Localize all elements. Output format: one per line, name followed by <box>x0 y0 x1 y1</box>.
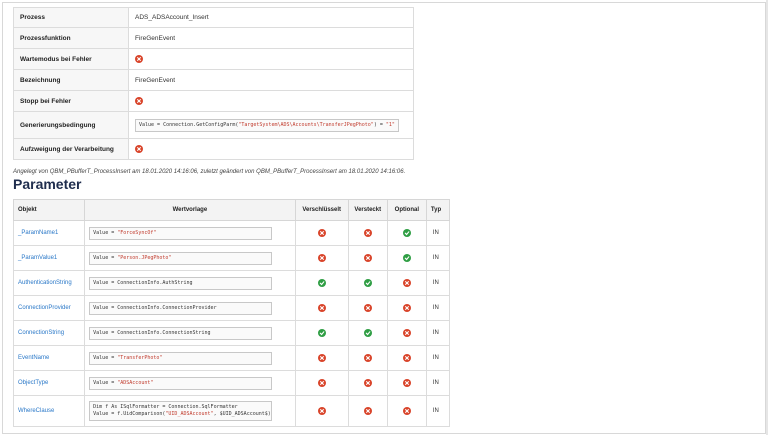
parameter-value-template <box>85 346 295 371</box>
hidden-flag <box>348 346 387 371</box>
parameter-row <box>14 246 450 271</box>
property-value: FireGenEvent <box>129 70 414 91</box>
section-title-parameter: Parameter <box>13 176 82 192</box>
value-code-box <box>89 327 272 340</box>
code-text: Value = <box>93 379 118 386</box>
optional-flag <box>387 296 426 321</box>
code-string-literal: "ForceSyncOf" <box>117 229 157 236</box>
parameter-value-template <box>85 246 295 271</box>
header-objekt: Objekt <box>14 200 85 221</box>
property-row <box>14 8 414 28</box>
encrypted-flag <box>295 271 348 296</box>
parameter-name-link[interactable]: _ParamName1 <box>14 221 85 246</box>
value-code-box <box>89 302 272 315</box>
code-string-literal: "Person.JPegPhoto" <box>117 254 172 261</box>
encrypted-flag <box>295 371 348 396</box>
property-value <box>129 112 414 139</box>
code-string-literal: "TransferPhoto" <box>117 354 163 361</box>
parameter-name-link[interactable]: ConnectionString <box>14 321 85 346</box>
parameter-table-header <box>14 200 450 221</box>
parameter-type: IN <box>426 246 449 271</box>
cross-circle-icon <box>364 354 372 362</box>
parameter-row <box>14 371 450 396</box>
encrypted-flag <box>295 246 348 271</box>
check-circle-icon <box>364 329 372 337</box>
parameter-value-template <box>85 221 295 246</box>
hidden-flag <box>348 271 387 296</box>
property-row <box>14 28 414 49</box>
check-circle-icon <box>364 279 372 287</box>
cross-circle-icon <box>403 329 411 337</box>
code-string-literal: "1" <box>385 121 395 128</box>
cross-circle-icon <box>318 354 326 362</box>
parameter-name-link[interactable]: ObjectType <box>14 371 85 396</box>
property-label: Bezeichnung <box>14 70 129 91</box>
optional-flag <box>387 246 426 271</box>
check-circle-icon <box>318 329 326 337</box>
code-string-literal: "UID_ADSAccount" <box>165 411 214 417</box>
property-row <box>14 112 414 139</box>
header-wertvorlage: Wertvorlage <box>85 200 295 221</box>
encrypted-flag <box>295 296 348 321</box>
code-text: Value = <box>93 254 118 261</box>
parameter-row <box>14 221 450 246</box>
cross-circle-icon <box>318 379 326 387</box>
parameter-name-link[interactable]: _ParamValue1 <box>14 246 85 271</box>
parameter-value-template <box>85 321 295 346</box>
cross-circle-icon <box>403 354 411 362</box>
parameter-value-template <box>85 296 295 321</box>
encrypted-flag <box>295 396 348 427</box>
parameter-type: IN <box>426 271 449 296</box>
header-verschluesselt: Verschlüsselt <box>295 200 348 221</box>
code-string-literal: "TargetSystem\ADS\Accounts\TransferJPegPhoto" <box>238 121 374 128</box>
cross-circle-icon <box>318 229 326 237</box>
code-text: Value = f.UidComparison( <box>93 411 166 417</box>
cross-circle-icon <box>364 379 372 387</box>
hidden-flag <box>348 246 387 271</box>
hidden-flag <box>348 371 387 396</box>
hidden-flag <box>348 221 387 246</box>
property-value <box>129 49 414 70</box>
code-text: Value = ConnectionInfo.ConnectionString <box>93 329 211 336</box>
property-label: Aufzweigung der Verarbeitung <box>14 139 129 160</box>
hidden-flag <box>348 321 387 346</box>
property-value <box>129 139 414 160</box>
encrypted-flag <box>295 321 348 346</box>
parameter-value-template <box>85 271 295 296</box>
cross-circle-icon <box>135 145 143 153</box>
created-modified-note: Angelegt von QBM_PBufferT_ProcessInsert am 18.01.2020 14:16:06, zuletzt geändert von QBM_PBufferT_ProcessInsert am 18.01.2020 14:16:06. <box>13 169 406 175</box>
code-text: Value = <box>93 354 118 361</box>
cross-circle-icon <box>364 254 372 262</box>
property-label: Prozess <box>14 8 129 28</box>
cross-circle-icon <box>135 97 143 105</box>
cross-circle-icon <box>403 279 411 287</box>
property-value: FireGenEvent <box>129 28 414 49</box>
value-code-box <box>89 252 272 265</box>
process-properties-table <box>13 7 414 160</box>
document-frame <box>2 2 766 434</box>
property-row <box>14 139 414 160</box>
header-versteckt: Versteckt <box>348 200 387 221</box>
parameter-row <box>14 296 450 321</box>
check-circle-icon <box>403 229 411 237</box>
optional-flag <box>387 346 426 371</box>
cross-circle-icon <box>403 407 411 415</box>
code-text: ) = <box>373 121 386 128</box>
parameter-name-link[interactable]: EventName <box>14 346 85 371</box>
cross-circle-icon <box>364 304 372 312</box>
parameter-type: IN <box>426 296 449 321</box>
parameter-row <box>14 396 450 427</box>
cross-circle-icon <box>318 407 326 415</box>
cross-circle-icon <box>403 379 411 387</box>
parameter-type: IN <box>426 371 449 396</box>
check-circle-icon <box>318 279 326 287</box>
property-label: Wartemodus bei Fehler <box>14 49 129 70</box>
cross-circle-icon <box>403 304 411 312</box>
code-text: Value = Connection.GetConfigParm( <box>139 121 239 128</box>
header-optional: Optional <box>387 200 426 221</box>
parameter-type: IN <box>426 396 449 427</box>
parameter-table <box>13 199 450 427</box>
code-string-literal: "ADSAccount" <box>117 379 154 386</box>
optional-flag <box>387 371 426 396</box>
property-value: ADS_ADSAccount_Insert <box>129 8 414 28</box>
hidden-flag <box>348 396 387 427</box>
cross-circle-icon <box>135 55 143 63</box>
parameter-row <box>14 271 450 296</box>
property-row <box>14 70 414 91</box>
property-value <box>129 91 414 112</box>
value-code-box <box>89 277 272 290</box>
code-text: Value = ConnectionInfo.AuthString <box>93 279 193 286</box>
cross-circle-icon <box>364 407 372 415</box>
code-text: Value = ConnectionInfo.ConnectionProvider <box>93 304 217 311</box>
value-code-box <box>89 227 272 240</box>
property-label: Stopp bei Fehler <box>14 91 129 112</box>
cross-circle-icon <box>318 304 326 312</box>
property-label: Prozessfunktion <box>14 28 129 49</box>
code-text: Value = <box>93 229 118 236</box>
condition-code-box <box>135 119 399 132</box>
parameter-name-link[interactable]: AuthenticationString <box>14 271 85 296</box>
optional-flag <box>387 221 426 246</box>
check-circle-icon <box>403 254 411 262</box>
encrypted-flag <box>295 221 348 246</box>
parameter-row <box>14 321 450 346</box>
parameter-name-link[interactable]: ConnectionProvider <box>14 296 85 321</box>
property-row <box>14 49 414 70</box>
parameter-type: IN <box>426 346 449 371</box>
code-text: , $UID_ADSAccount$) <box>213 411 271 417</box>
parameter-value-template <box>85 396 295 427</box>
property-row <box>14 91 414 112</box>
code-text: Dim f As ISqlFormatter = Connection.SqlFormatter <box>93 404 238 410</box>
optional-flag <box>387 396 426 427</box>
parameter-name-link[interactable]: WhereClause <box>14 396 85 427</box>
cross-circle-icon <box>318 254 326 262</box>
encrypted-flag <box>295 346 348 371</box>
value-code-box <box>89 377 272 390</box>
parameter-type: IN <box>426 221 449 246</box>
parameter-row <box>14 346 450 371</box>
optional-flag <box>387 321 426 346</box>
hidden-flag <box>348 296 387 321</box>
header-typ: Typ <box>426 200 449 221</box>
value-code-box <box>89 352 272 365</box>
parameter-type: IN <box>426 321 449 346</box>
parameter-value-template <box>85 371 295 396</box>
optional-flag <box>387 271 426 296</box>
value-code-box <box>89 401 272 421</box>
property-label: Generierungsbedingung <box>14 112 129 139</box>
cross-circle-icon <box>364 229 372 237</box>
